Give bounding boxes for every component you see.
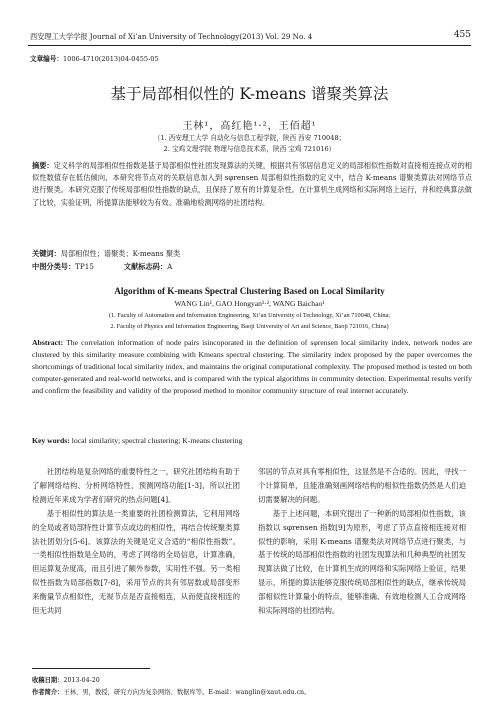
classification-line xyxy=(32,262,172,272)
clc-label: 中图分类号： xyxy=(32,262,76,271)
authors-chinese: 王林¹，高红艳¹·²，王佰超¹ xyxy=(182,121,317,132)
body-column-left xyxy=(32,465,240,618)
abstract-chinese-label: 摘要： xyxy=(32,161,54,170)
article-number-value: 1006-4710(2013)04-0455-05 xyxy=(62,55,159,63)
title-english: Algorithm of K-means Spectral Clustering Based on Local Similarity xyxy=(114,286,385,296)
footnote-received xyxy=(32,675,100,684)
keywords-chinese-label: 关键词： xyxy=(32,249,61,258)
author-bio-label: 作者简介： xyxy=(32,689,64,696)
affiliation-english-2: 2. Faculty of Physics and Information Engineering, Baoji University of Art and Science, Baoji 721016, China) xyxy=(110,323,389,330)
authors-english: WANG Lin¹, GAO Hongyan¹·², WANG Baichao¹ xyxy=(174,299,325,308)
affiliation-chinese-1: （1. 西安理工大学 自动化与信息工程学院，陕西 西安 710048； xyxy=(153,134,346,142)
body-column-right xyxy=(258,465,466,618)
keywords-chinese xyxy=(32,249,180,259)
body-paragraph: 基于相似性的算法是一类重要的社团检测算法，它利用网络的全局或者局部特性计算节点或边的相似性，再结合传统聚类算法社团划分[5-6]。该算法的关键是定义合适的“相似性指数”。一类相似性指数是全局的，考虑了网络的全局信息，计算准确，但运算复杂度高，而且引进了额外参数，实用性不强。另一类相似性指数为局部指数[7-8]，采用节点的共有邻居数或局部变形来衡量节点相似性，无视节点是否直接相连，从而使直接相连的但无共同 xyxy=(32,508,240,616)
clc-value: TP15 xyxy=(75,262,94,271)
abstract-english-label: Abstract: xyxy=(32,338,64,347)
keywords-english-label: Key words: xyxy=(32,436,70,445)
running-header-journal: 西安理工大学学报 Journal of Xi’an University of Technology(2013) Vol. 29 No. 4 xyxy=(30,32,313,41)
body-paragraph: 社团结构是复杂网络的重要特性之一，研究社团结构有助于了解网络结构、分析网络特性、预测网络功能[1-3]，所以社团检测近年来成为学者们研究的热点问题[4]。 xyxy=(32,467,240,504)
abstract-english xyxy=(32,337,472,397)
keywords-english-text: local similarity; spectral clustering; K-means clustering xyxy=(71,436,243,445)
page-number: 455 xyxy=(453,30,471,40)
doc-code-value: A xyxy=(167,262,173,271)
affiliation-english-1: (1. Faculty of Automation and Information Engineering, Xi’an University of Technology, Xi’an 710048, China; xyxy=(108,312,391,319)
received-value: 2013-04-20 xyxy=(63,677,100,684)
footnote-divider xyxy=(32,668,150,669)
affiliation-chinese-2: 2. 宝鸡文理学院 物理与信息技术系，陕西 宝鸡 721016） xyxy=(163,145,336,153)
body-paragraph: 基于上述问题，本研究提出了一种新的局部相似性指数，该指数以 sφrensen 指数[9]为原形，考虑了节点直接相连接对相似性的影响，采用 K-means 谱聚类法对网络节点进行聚类，与基于传统的局部相似性指数的社团发现算法和几种典型的社团发现算法做了比较，在计算机生成的网络和实际网络上验证，结果显示，所提的算法能够克服传统局部相似性的缺点，继承传统局部相似性计算量小的特点，能够准确、有效地检测人工合成网络和实际网络的社团结构。 xyxy=(258,508,466,616)
author-bio-value: 王林，男，教授，研究方向为复杂网络、数据库等。E-mail：wanglin@xaut.edu.cn。 xyxy=(63,689,311,696)
doc-code-label: 文献标志码： xyxy=(123,262,168,271)
footnote-author xyxy=(32,687,310,696)
header-divider xyxy=(28,45,471,46)
keywords-chinese-text: 局部相似性；谱聚类；K-means 聚类 xyxy=(60,249,181,258)
abstract-english-text: The correlation information of node pairs isincoporated in the definition of sφrensen local similarity index, network nodes are clustered by this similarity measure combining with Kmeans spectral clustering. The similarity index proposed by the paper overcomes the shortcomings of traditional local similarity index, and maintains the original computational complexity. The proposed method is tested on both computer-generated and real-world networks, and is compared with the typical algorithms in community detection. Experimental results verify and confirm the feasibility and validity of the proposed method to monitor community structure of real internet accurately. xyxy=(32,338,472,396)
received-label: 收稿日期： xyxy=(32,677,64,684)
abstract-chinese-text: 定义科学的局部相似性指数是基于局部相似性社团发现算法的关键，根据共有邻居信息定义的局部相似性指数对直接相连接点对的相似性数值存在低估倾向，本研究将节点对的关联信息加入到 sφrensen 局部相似性指数的定义中，结合 K-means 谱聚类算法对网络节点进行聚类。本研究克服了传统局部相似性指数的缺点，且保持了原有的计算复杂性。在计算机生成网络和实际网络上运行，并和经典算法做了比较，实验证明，所提算法能够较为有效、准确地检测网络的社团结构。 xyxy=(32,161,472,207)
title-chinese: 基于局部相似性的 K-means 谱聚类算法 xyxy=(110,85,389,103)
article-number-label: 文章编号： xyxy=(30,55,63,63)
body-paragraph: 邻居的节点对具有零相似性，这显然是不合适的。因此，寻找一个计算简单，且能准确刻画网络结构的相似性指数仍然是人们迫切需要解决的问题。 xyxy=(258,467,466,504)
article-number xyxy=(30,53,159,63)
abstract-chinese xyxy=(32,160,472,209)
keywords-english xyxy=(32,436,242,445)
